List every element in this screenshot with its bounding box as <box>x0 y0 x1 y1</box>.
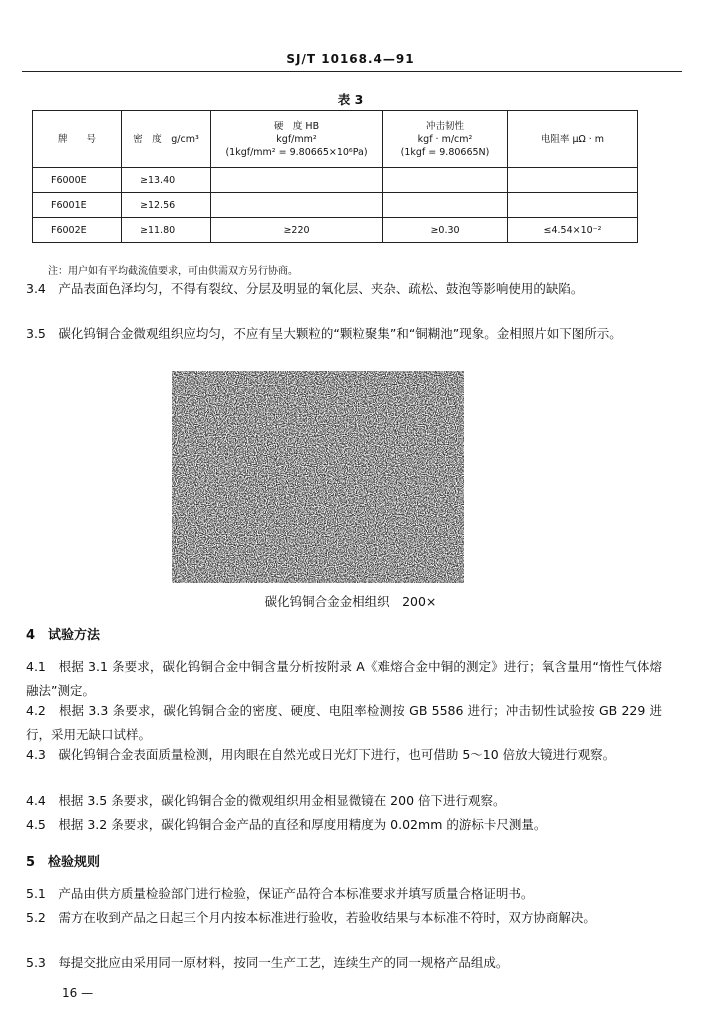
cell-resistivity-value: ≤4.54×10⁻² <box>508 218 638 243</box>
page-number: 16 — <box>62 986 94 1000</box>
clause-4-3: 4.3 碳化钨铜合金表面质量检测，用肉眼在自然光或日光灯下进行，也可借助 5～10 倍放大镜进行观察。 <box>26 747 616 762</box>
cell-density: ≥13.40 <box>122 168 211 193</box>
header-rule <box>22 71 682 72</box>
micrograph-caption: 碳化钨铜合金金相组织 200× <box>264 594 437 609</box>
table-note: 注：用户如有平均截流值要求，可由供需双方另行协商。 <box>48 266 298 277</box>
clause-3-4: 3.4 产品表面色泽均匀，不得有裂纹、分层及明显的氧化层、夹杂、疏松、鼓泡等影响使用的缺陷。 <box>26 281 584 296</box>
cell-brand: F6002E <box>33 218 122 243</box>
cell-hardness-value: ≥220 <box>211 218 383 243</box>
micrograph-texture <box>172 371 464 583</box>
table-row <box>33 193 638 218</box>
impact-title: 冲击韧性 <box>425 120 464 132</box>
clause-4-5: 4.5 根据 3.2 条要求，碳化钨铜合金产品的直径和厚度用精度为 0.02mm 的游标卡尺测量。 <box>26 817 547 832</box>
impact-unit: kgf · m/cm² <box>417 133 473 145</box>
cell-brand: F6001E <box>33 193 122 218</box>
cell-impact <box>383 193 508 218</box>
clause-5-3: 5.3 每提交批应由采用同一原材料，按同一生产工艺，连续生产的同一规格产品组成。 <box>26 955 509 970</box>
cell-density: ≥12.56 <box>122 193 211 218</box>
cell-impact <box>383 168 508 193</box>
col-header-hardness <box>211 111 383 168</box>
hardness-conversion: (1kgf/mm² = 9.80665×10⁶Pa) <box>225 146 368 158</box>
hardness-unit: kgf/mm² <box>276 133 317 145</box>
hardness-title: 硬 度 HB <box>273 120 320 132</box>
cell-hardness <box>211 168 383 193</box>
table-row <box>33 218 638 243</box>
cell-brand: F6000E <box>33 168 122 193</box>
clause-5-1: 5.1 产品由供方质量检验部门进行检验，保证产品符合本标准要求并填写质量合格证明书。 <box>26 886 534 901</box>
cell-resistivity <box>508 168 638 193</box>
clause-5-2: 5.2 需方在收到产品之日起三个月内按本标准进行验收，若验收结果与本标准不符时，双方协商解决。 <box>26 910 596 925</box>
standard-number: SJ/T 10168.4—91 <box>286 52 415 66</box>
micrograph-image <box>172 371 464 583</box>
clause-4-2: 4.2 根据 3.3 条要求，碳化钨铜合金的密度、硬度、电阻率检测按 GB 5586 进行；冲击韧性试验按 GB 229 进行，采用无缺口试样。 <box>26 703 662 742</box>
section-5-title: 5 检验规则 <box>26 855 101 870</box>
clause-3-5: 3.5 碳化钨铜合金微观组织应均匀，不应有呈大颗粒的“颗粒聚集”和“铜糊池”现象。金相照片如下图所示。 <box>26 326 622 341</box>
col-header-impact <box>383 111 508 168</box>
impact-conversion: (1kgf = 9.80665N) <box>400 146 490 158</box>
properties-table <box>32 110 638 243</box>
clause-4-4: 4.4 根据 3.5 条要求，碳化钨铜合金的微观组织用金相显微镜在 200 倍下进行观察。 <box>26 793 506 808</box>
col-header-resistivity: 电阻率 μΩ · m <box>508 111 638 168</box>
clause-4-1: 4.1 根据 3.1 条要求，碳化钨铜合金中铜含量分析按附录 A《难熔合金中铜的测定》进行；氧含量用“惰性气体熔融法”测定。 <box>26 659 662 698</box>
table-caption: 表 3 <box>337 92 364 107</box>
col-header-brand: 牌 号 <box>33 111 122 168</box>
col-header-density: 密 度 g/cm³ <box>122 111 211 168</box>
table-row <box>33 168 638 193</box>
section-4-title: 4 试验方法 <box>26 628 101 643</box>
cell-density: ≥11.80 <box>122 218 211 243</box>
cell-impact-value: ≥0.30 <box>383 218 508 243</box>
cell-resistivity <box>508 193 638 218</box>
cell-hardness <box>211 193 383 218</box>
